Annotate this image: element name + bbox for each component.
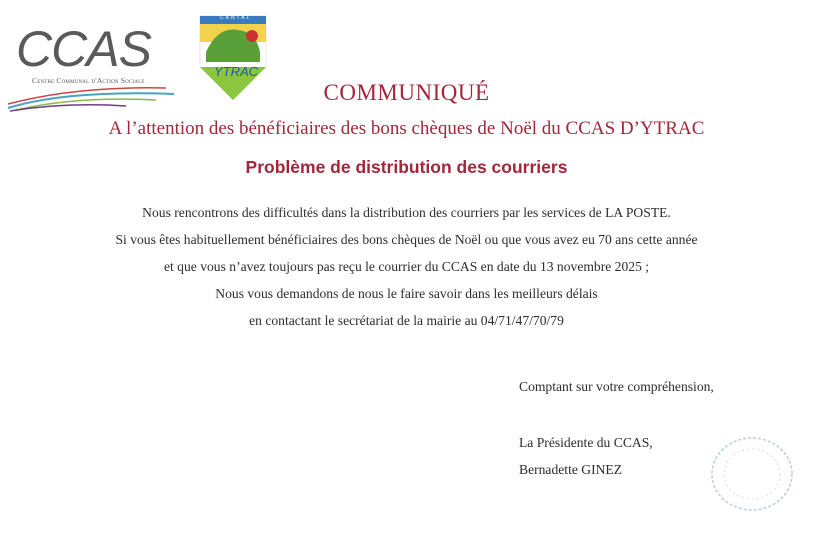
ccas-logo-subtitle: Centre Communal d'Action Sociale: [32, 76, 145, 85]
signatory-role: La Présidente du CCAS,: [519, 435, 653, 450]
ytrac-logo-text: YTRAC: [214, 64, 259, 79]
page-subtitle: A l’attention des bénéficiaires des bons chèques de Noël du CCAS D’YTRAC: [108, 118, 705, 139]
ccas-logo-text: CCAS: [16, 21, 151, 77]
body-line: Nous vous demandons de nous le faire savoir dans les meilleurs délais: [215, 286, 598, 301]
body-line: et que vous n’avez toujours pas reçu le courrier du CCAS en date du 13 novembre 2025 ;: [163, 259, 650, 274]
ytrac-logo-top-text: CANTAL: [220, 15, 252, 21]
body-line: en contactant le secrétariat de la mairie au 04/71/47/70/79: [249, 313, 564, 328]
page-title: COMMUNIQUÉ: [323, 80, 490, 105]
closing-thanks: Comptant sur votre compréhension,: [519, 379, 714, 394]
topic-heading: Problème de distribution des courriers: [245, 157, 568, 177]
body-line: Nous rencontrons des difficultés dans la distribution des courriers par les services de LA POSTE.: [142, 205, 671, 220]
signatory-name: Bernadette GINEZ: [519, 462, 623, 477]
official-stamp-icon: [706, 432, 798, 514]
body-line: Si vous êtes habituellement bénéficiaires des bons chèques de Noël ou que vous avez eu 70 ans cette année: [115, 232, 698, 247]
